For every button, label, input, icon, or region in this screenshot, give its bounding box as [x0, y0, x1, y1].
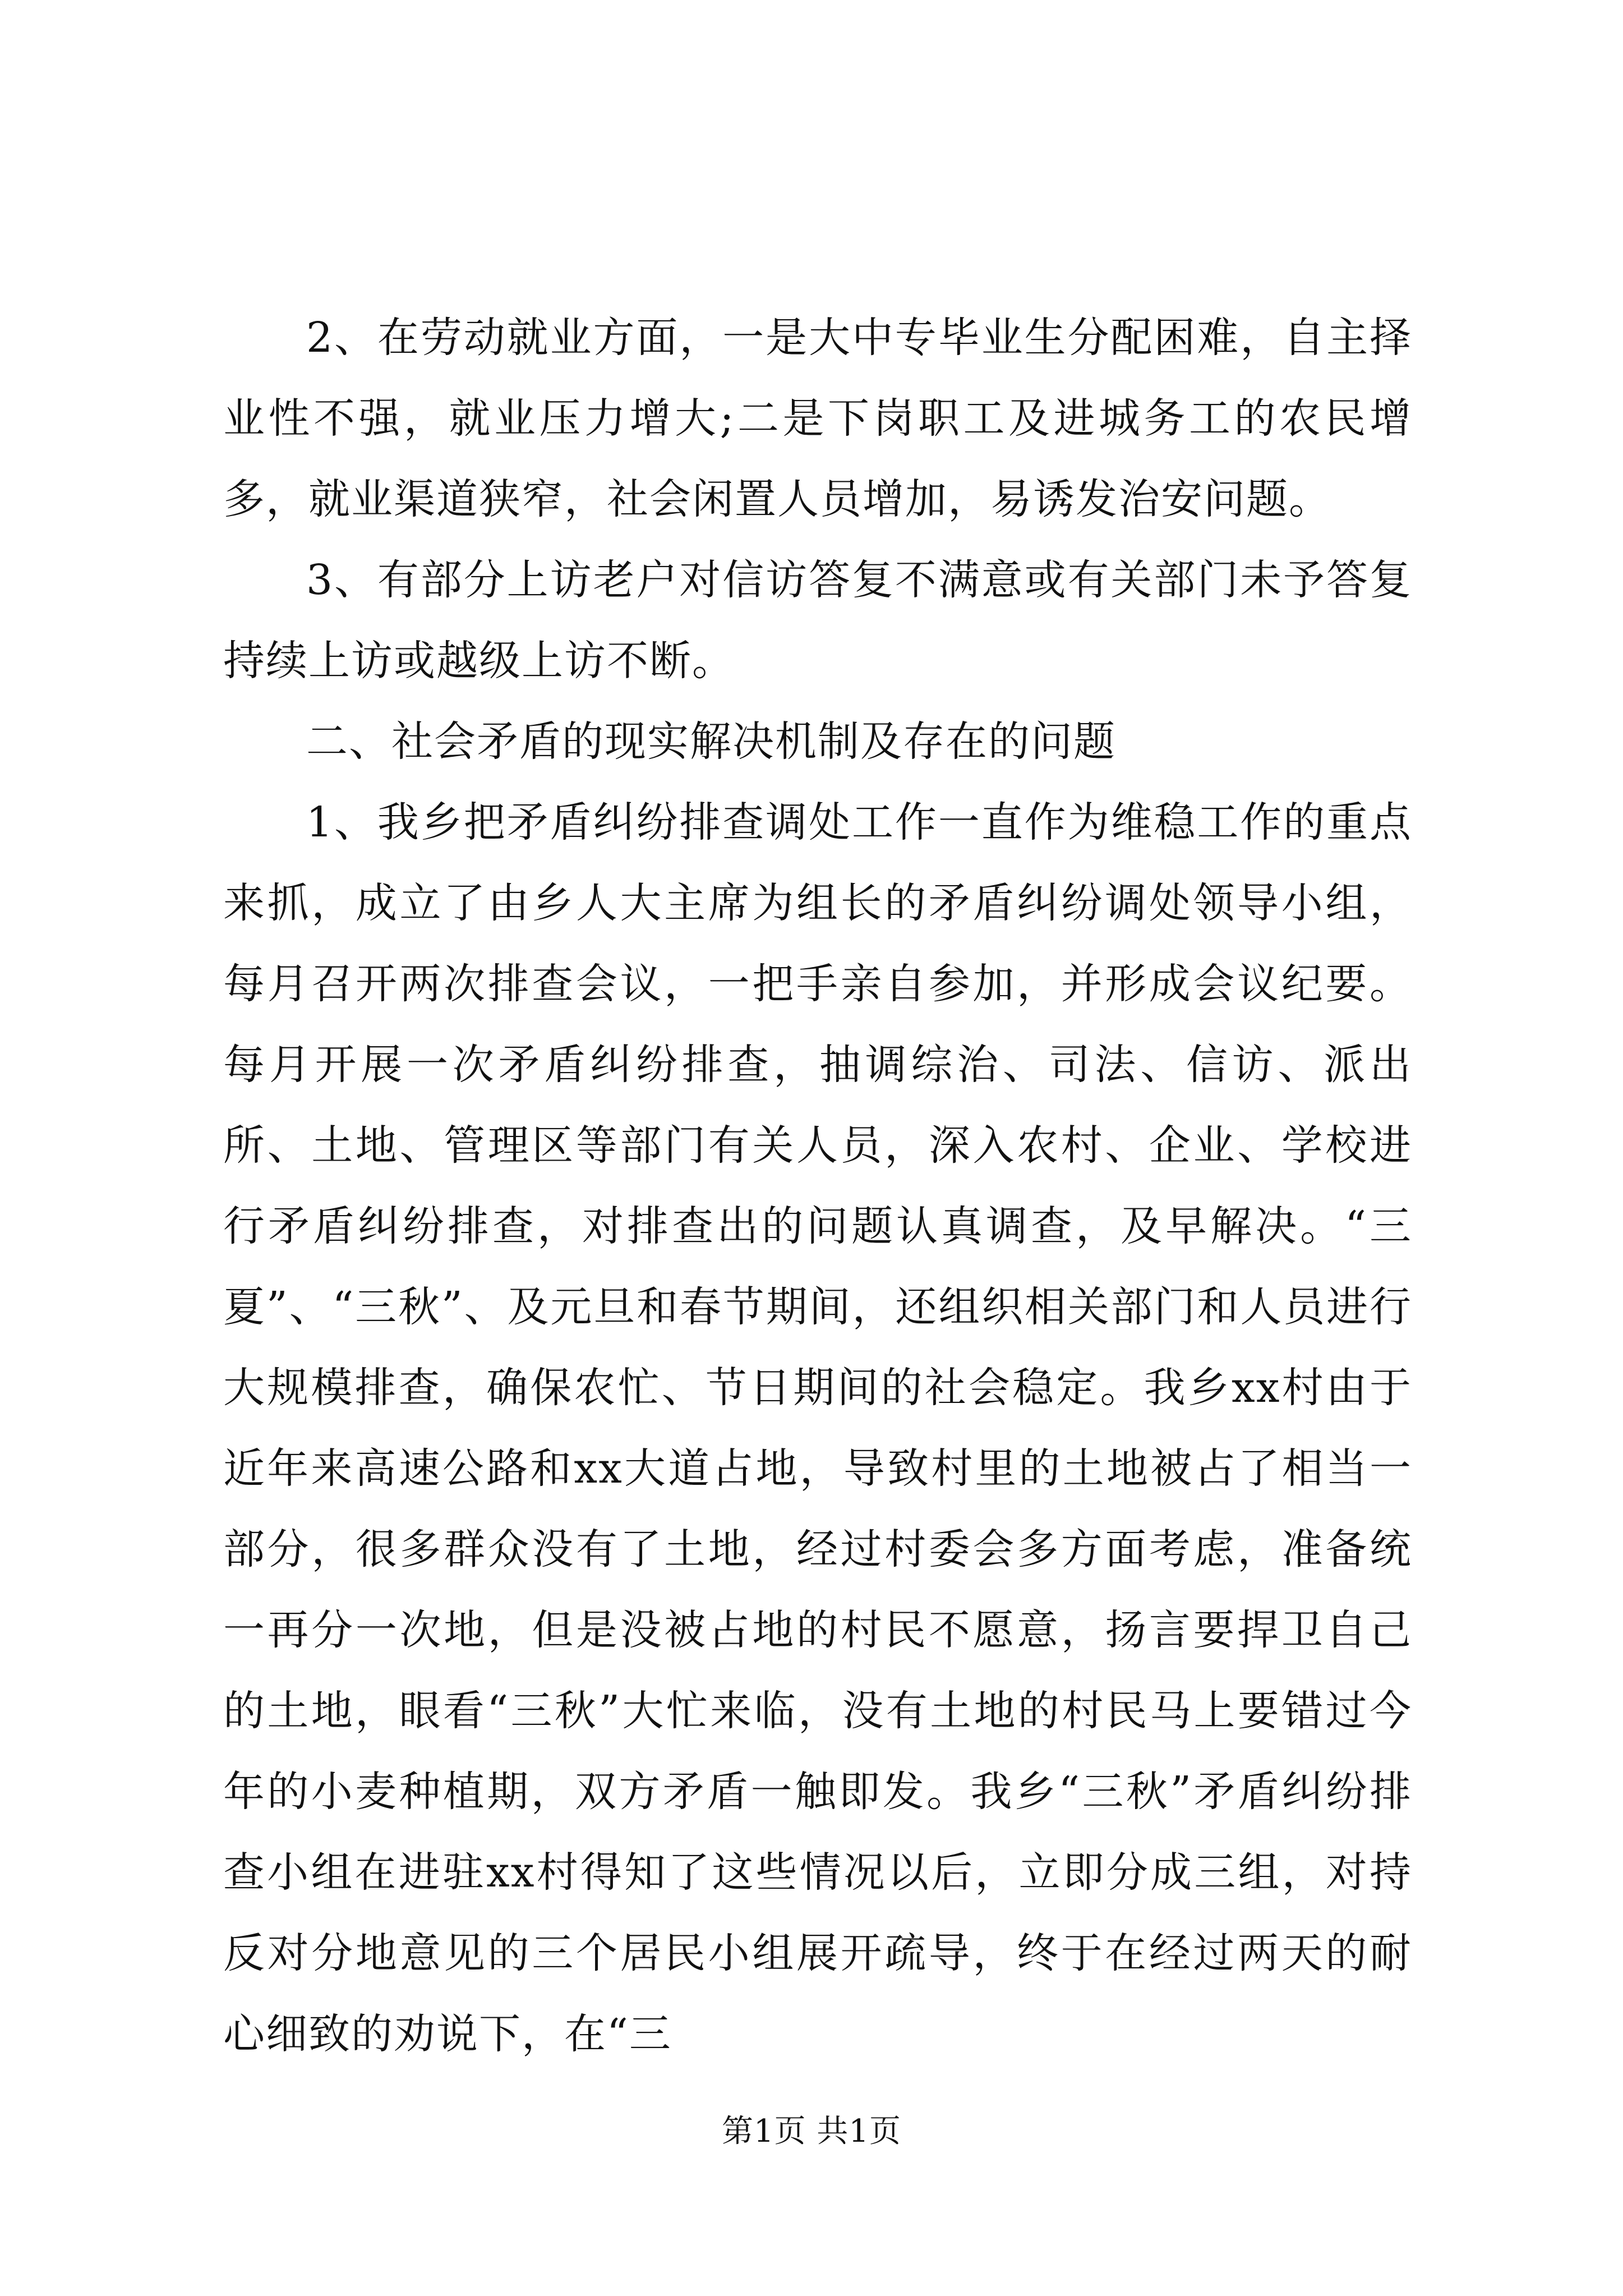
paragraph-dispute-mechanism: 1、我乡把矛盾纠纷排查调处工作一直作为维稳工作的重点来抓，成立了由乡人大主席为组长的矛盾纠纷调处领导小组，每月召开两次排查会议，一把手亲自参加，并形成会议纪要。每月开展一次矛盾纠纷排查，抽调综治、司法、信访、派出所、土地、管理区等部门有关人员，深入农村、企业、学校进行矛盾纠纷排查，对排查出的问题认真调查，及早解决。“三夏”、“三秋”、及元旦和春节期间，还组织相关部门和人员进行大规模排查，确保农忙、节日期间的社会稳定。我乡xx村由于近年来高速公路和xx大道占地，导致村里的土地被占了相当一部分，很多群众没有了土地，经过村委会多方面考虑，准备统一再分一次地，但是没被占地的村民不愿意，扬言要捍卫自己的土地，眼看“三秋”大忙来临，没有土地的村民马上要错过今年的小麦种植期，双方矛盾一触即发。我乡“三秋”矛盾纠纷排查小组在进驻xx村得知了这些情况以后，立即分成三组，对持反对分地意见的三个居民小组展开疏导，终于在经过两天的耐心细致的劝说下，在“三 [223, 798, 1412, 2058]
section-heading: 二、社会矛盾的现实解决机制及存在的问题 [306, 717, 1116, 766]
document-body [223, 297, 1412, 2074]
paragraph-employment: 2、在劳动就业方面，一是大中专毕业生分配困难，自主择业性不强，就业压力增大;二是下岗职工及进城务工的农民增多，就业渠道狭窄，社会闲置人员增加，易诱发治安问题。 [223, 314, 1412, 523]
paragraph-petitions: 3、有部分上访老户对信访答复不满意或有关部门未予答复持续上访或越级上访不断。 [223, 556, 1412, 685]
page-number-footer: 第1页 共1页 [721, 2113, 902, 2150]
